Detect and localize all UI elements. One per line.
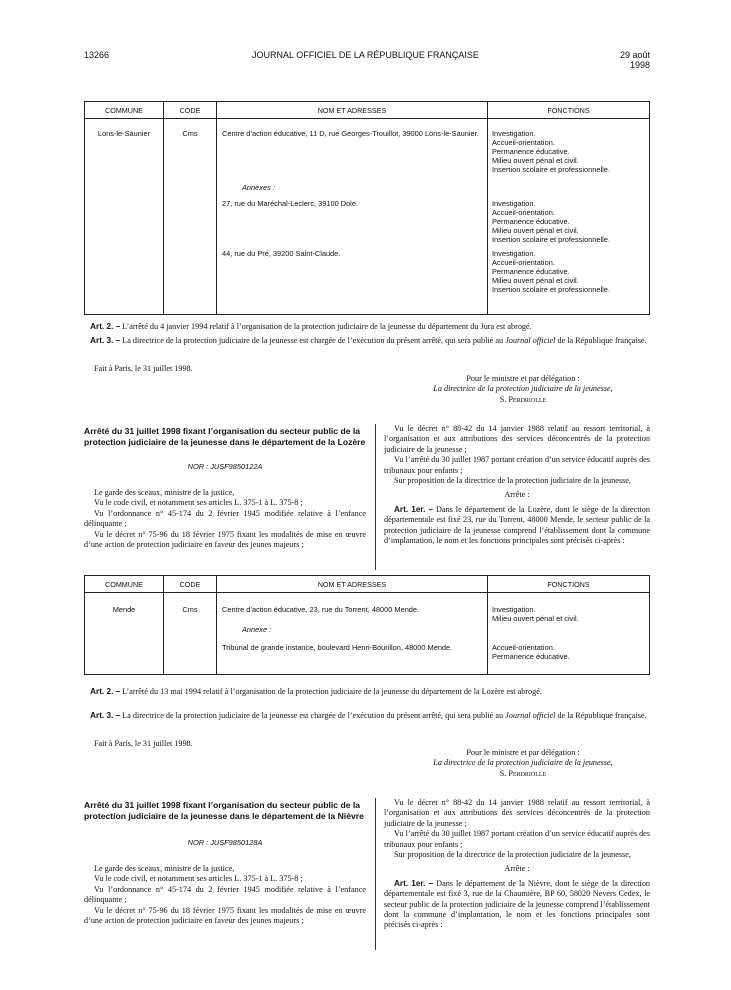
fonctions-list bbox=[492, 249, 610, 294]
table-cell-commune: Mende bbox=[85, 593, 164, 675]
table-lozere bbox=[84, 575, 650, 675]
table-cell-fonctions bbox=[488, 593, 650, 675]
list-item: Milieu ouvert pénal et civil. bbox=[492, 276, 579, 285]
col-commune: COMMUNE bbox=[85, 102, 164, 119]
signature-role: La directrice de la protection judiciaire de la jeunesse, bbox=[433, 758, 613, 768]
arrete-label: Arrête : bbox=[504, 490, 530, 500]
page-number: 13266 bbox=[84, 50, 110, 60]
main-address: Centre d’action éducative, 23, rue du Torrent, 48000 Mende. bbox=[222, 605, 420, 614]
article-label: Art. 1er. – bbox=[394, 504, 434, 514]
col-code: CODE bbox=[164, 576, 217, 593]
article-2-lozere bbox=[84, 687, 666, 697]
signature-block bbox=[390, 374, 656, 405]
fonctions-list bbox=[492, 199, 610, 244]
article-label: Art. 3. – bbox=[90, 711, 121, 720]
decree-visas-right bbox=[384, 424, 650, 546]
article-3-jura bbox=[84, 336, 666, 346]
page-date: 29 août 1998 bbox=[619, 50, 650, 70]
fonctions-list bbox=[492, 605, 579, 623]
list-item: Accueil-orientation. bbox=[492, 643, 555, 652]
nor-reference: NOR : JUSF9850122A bbox=[187, 462, 263, 471]
annex-address: Tribunal de grande instance, boulevard Henri-Bourillon, 48000 Mende. bbox=[222, 643, 453, 652]
fait-a-paris: Fait à Paris, le 31 juillet 1998. bbox=[94, 364, 193, 373]
list-item: Milieu ouvert pénal et civil. bbox=[492, 614, 579, 623]
article-text: Dans le département de la Nièvre, dont le siège de la direction départementale est fixé 3, rue de la Chaumière, BP 60, 58020 Nevers Cedex, le secteur public de la protection judiciaire de la jeunesse comprend l’établissement dont la commune d’implantation, le nom et les fonctions principales sont précisés ci-après : bbox=[384, 878, 651, 930]
column-divider bbox=[375, 424, 376, 570]
decree-title: Arrêté du 31 juillet 1998 fixant l’organisation du secteur public de la protection judiciaire de la jeunesse dans le département de la Nièvre bbox=[84, 800, 364, 821]
article-text: La directrice de la protection judiciaire de la jeunesse est chargée de l’exécution du présent arrêté, qui sera publié au bbox=[122, 711, 504, 720]
signature-name: S. Perdriolle bbox=[499, 394, 547, 404]
annexe-label: Annexe : bbox=[242, 625, 272, 634]
decree-visas-right bbox=[384, 798, 650, 931]
article-1 bbox=[384, 505, 650, 547]
paragraph: Vu le décret n° 88-42 du 14 janvier 1988 relatif au ressort territorial, à l’organisation et aux attributions des services déconcentrés de la protection judiciaire de la jeunesse ; bbox=[384, 798, 650, 828]
paragraph: Vu l’arrêté du 30 juillet 1987 portant création d’un service éducatif auprès des tribunaux pour enfants ; bbox=[384, 455, 650, 475]
list-item: Insertion scolaire et professionnelle. bbox=[492, 235, 610, 244]
list-item: Permanence éducative. bbox=[492, 147, 570, 156]
article-label: Art. 2. – bbox=[90, 322, 121, 331]
signature-block bbox=[390, 748, 656, 779]
paragraph: Vu l’ordonnance n° 45-174 du 2 février 1945 modifiée relative à l’enfance délinquante ; bbox=[84, 508, 366, 529]
list-item: Permanence éducative. bbox=[492, 652, 570, 661]
paragraph: Vu le décret n° 75-96 du 18 février 1975 fixant les modalités de mise en œuvre d’une action de protection judiciaire en faveur des jeunes majeurs ; bbox=[84, 905, 366, 926]
article-2-jura bbox=[84, 322, 674, 332]
decree-title: Arrêté du 31 juillet 1998 fixant l’organisation du secteur public de la protection judiciaire de la jeunesse dans le département de la Lozère bbox=[84, 426, 366, 447]
col-code: CODE bbox=[164, 102, 217, 119]
list-item: Milieu ouvert pénal et civil. bbox=[492, 226, 579, 235]
paragraph: Sur proposition de la directrice de la protection judiciaire de la jeunesse, bbox=[394, 476, 631, 486]
col-commune: COMMUNE bbox=[85, 576, 164, 593]
paragraph: Sur proposition de la directrice de la protection judiciaire de la jeunesse, bbox=[394, 850, 631, 860]
article-text-end: de la République française. bbox=[557, 711, 647, 720]
article-text: La directrice de la protection judiciaire de la jeunesse est chargée de l’exécution du présent arrêté, qui sera publié au bbox=[122, 336, 504, 345]
table-cell-code: Cms bbox=[164, 119, 217, 315]
article-text: L’arrêté du 13 mai 1994 relatif à l’organisation de la protection judiciaire de la jeunesse du département de la Lozère est abrogé. bbox=[122, 687, 542, 696]
paragraph: Vu l’ordonnance n° 45-174 du 2 février 1945 modifiée relative à l’enfance délinquante ; bbox=[84, 884, 366, 905]
arrete-label: Arrête : bbox=[504, 864, 530, 874]
signature-line: Pour le ministre et par délégation : bbox=[466, 748, 580, 757]
table-cell-fonctions bbox=[488, 119, 650, 315]
main-address: Centre d’action éducative, 11 D, rue Georges-Trouillot, 39000 Lons-le-Saunier. bbox=[222, 129, 479, 138]
table-cell-code: Cms bbox=[164, 593, 217, 675]
article-label: Art. 1er. – bbox=[394, 878, 434, 888]
annex-address: 27, rue du Maréchal-Leclerc, 39100 Dole. bbox=[222, 199, 358, 208]
list-item: Insertion scolaire et professionnelle. bbox=[492, 285, 610, 294]
article-label: Art. 2. – bbox=[90, 687, 121, 696]
list-item: Permanence éducative. bbox=[492, 267, 570, 276]
paragraph: Vu l’arrêté du 30 juillet 1987 portant création d’un service éducatif auprès des tribunaux pour enfants ; bbox=[384, 829, 650, 849]
list-item: Accueil-orientation. bbox=[492, 208, 555, 217]
paragraph: Vu le code civil, et notamment ses articles L. 375-1 à L. 375-8 ; bbox=[94, 498, 303, 508]
list-item: Investigation. bbox=[492, 605, 536, 614]
article-text: Dans le département de la Lozère, dont le siège de la direction départementale est fixé 23, rue du Torrent, 48000 Mende, le secteur public de la protection judiciaire de la jeunesse comprend l’établissement dont la commune d’implantation, le nom et les fonctions principales sont précisés ci-après : bbox=[384, 504, 650, 546]
article-label: Art. 3. – bbox=[90, 336, 121, 345]
fait-a-paris: Fait à Paris, le 31 juillet 1998. bbox=[94, 739, 193, 748]
list-item: Insertion scolaire et professionnelle. bbox=[492, 165, 610, 174]
journal-italic: Journal officiel bbox=[505, 711, 556, 720]
list-item: Investigation. bbox=[492, 249, 536, 258]
table-cell-addresses bbox=[217, 119, 488, 315]
col-fonctions: FONCTIONS bbox=[488, 576, 650, 593]
signature-line: Pour le ministre et par délégation : bbox=[466, 374, 580, 383]
annex-address: 44, rue du Pré, 39200 Saint-Claude. bbox=[222, 249, 341, 258]
col-fonctions: FONCTIONS bbox=[488, 102, 650, 119]
article-text-end: de la République française. bbox=[557, 336, 647, 345]
list-item: Investigation. bbox=[492, 129, 536, 138]
journal-italic: Journal officiel bbox=[505, 336, 556, 345]
journal-title: JOURNAL OFFICIEL DE LA RÉPUBLIQUE FRANÇAISE bbox=[252, 50, 479, 60]
signature-role: La directrice de la protection judiciaire de la jeunesse, bbox=[433, 384, 613, 394]
signature-name: S. Perdriolle bbox=[499, 768, 547, 778]
nor-reference: NOR : JUSF9850128A bbox=[187, 838, 263, 847]
article-1 bbox=[384, 879, 650, 931]
list-item: Milieu ouvert pénal et civil. bbox=[492, 156, 579, 165]
fonctions-list bbox=[492, 643, 570, 661]
fonctions-list bbox=[492, 129, 610, 174]
list-item: Accueil-orientation. bbox=[492, 138, 555, 147]
decree-visas-left bbox=[84, 488, 366, 550]
table-jura bbox=[84, 101, 650, 315]
paragraph: Le garde des sceaux, ministre de la justice, bbox=[94, 864, 235, 873]
table-cell-commune: Lons-le-Saunier bbox=[85, 119, 164, 315]
paragraph: Le garde des sceaux, ministre de la justice, bbox=[94, 488, 235, 497]
paragraph: Vu le décret n° 75-96 du 18 février 1975 fixant les modalités de mise en œuvre d’une action de protection judiciaire en faveur des jeunes majeurs ; bbox=[84, 529, 366, 550]
paragraph: Vu le code civil, et notamment ses articles L. 375-1 à L. 375-8 ; bbox=[94, 874, 303, 884]
column-divider bbox=[375, 798, 376, 950]
list-item: Accueil-orientation. bbox=[492, 258, 555, 267]
decree-visas-left bbox=[84, 864, 366, 926]
col-nom: NOM ET ADRESSES bbox=[217, 576, 488, 593]
paragraph: Vu le décret n° 88-42 du 14 janvier 1988 relatif au ressort territorial, à l’organisation et aux attributions des services déconcentrés de la protection judiciaire de la jeunesse ; bbox=[384, 424, 650, 454]
article-text: L’arrêté du 4 janvier 1994 relatif à l’organisation de la protection judiciaire de la jeunesse du département du Jura est abrogé. bbox=[122, 322, 532, 331]
table-cell-addresses bbox=[217, 593, 488, 675]
article-3-lozere bbox=[84, 711, 666, 721]
list-item: Permanence éducative. bbox=[492, 217, 570, 226]
annexes-label: Annexes : bbox=[242, 183, 275, 192]
list-item: Investigation. bbox=[492, 199, 536, 208]
col-nom: NOM ET ADRESSES bbox=[217, 102, 488, 119]
